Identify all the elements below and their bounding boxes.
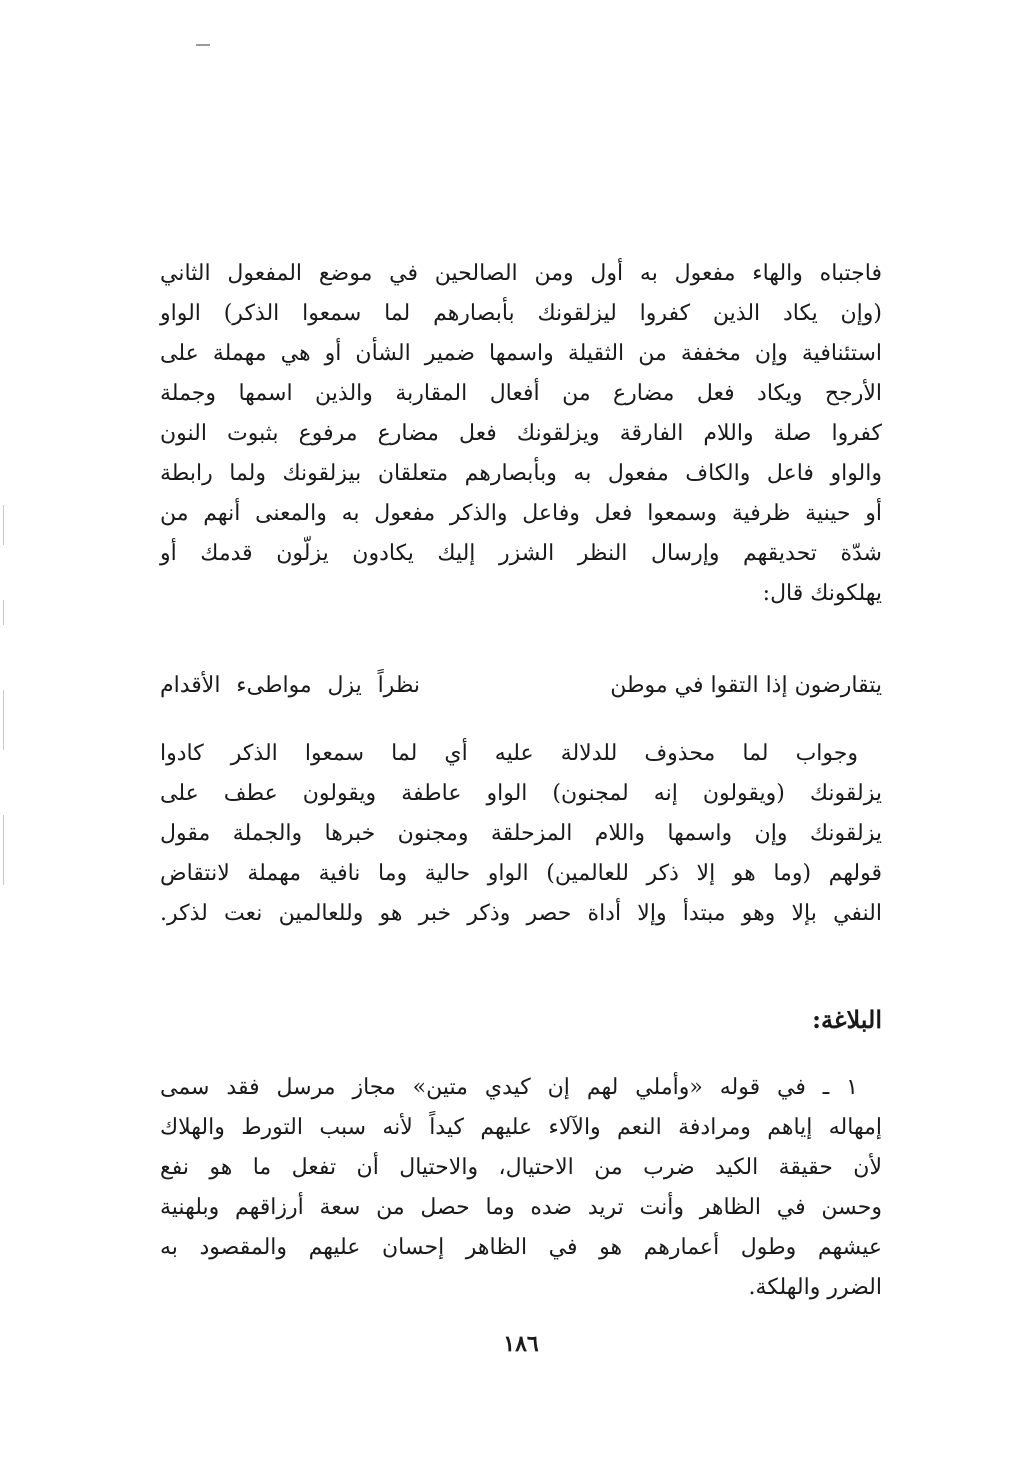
scan-edge-mark — [3, 600, 4, 625]
text-line: فاجتباه والهاء مفعول به أول ومن الصالحين في موضع المفعول الثاني — [160, 261, 882, 286]
text-line: لأن حقيقة الكيد ضرب من الاحتيال، والاحتيال أن تفعل ما هو نفع — [160, 1155, 882, 1180]
text-line: الضرر والهلكة. — [748, 1275, 882, 1300]
verse-second-hemistich: نظراً يزل مواطىء الأقدام — [160, 673, 420, 698]
text-line: والواو فاعل والكاف مفعول به وبأبصارهم متعلقان بيزلقونك ولما رابطة — [160, 461, 882, 486]
scan-edge-mark — [3, 690, 4, 750]
scan-mark — [196, 44, 210, 46]
text-line: الأرجح ويكاد فعل مضارع من أفعال المقاربة والذين اسمها وجملة — [160, 381, 882, 406]
paragraph-rhetoric — [160, 1068, 882, 1308]
text-line: استئنافية وإن مخففة من الثقيلة واسمها ضمير الشأن أو هي مهملة على — [160, 341, 882, 366]
text-line: وحسن في الظاهر وأنت تريد ضده وما حصل من سعة أرزاقهم وبلهنية — [160, 1195, 882, 1220]
text-line: يزلقونك (ويقولون إنه لمجنون) الواو عاطفة ويقولون عطف على — [160, 781, 882, 806]
text-line: إمهاله إياهم ومرادفة النعم والآلاء عليهم كيداً لأنه سبب التورط والهلاك — [160, 1115, 882, 1140]
text-line: يهلكونك قال: — [762, 581, 882, 606]
text-line: قولهم (وما هو إلا ذكر للعالمين) الواو حالية وما نافية مهملة لانتقاض — [160, 861, 882, 886]
text-line: النفي بإلا وهو مبتدأ وإلا أداة حصر وذكر خبر هو وللعالمين نعت لذكر. — [160, 901, 882, 926]
poetry-verse — [160, 664, 882, 708]
scan-edge-mark — [3, 815, 4, 885]
text-line: كفروا صلة واللام الفارقة ويزلقونك فعل مضارع مرفوع بثبوت النون — [160, 421, 882, 446]
text-line: أو حينية ظرفية وسمعوا فعل وفاعل والذكر مفعول به والمعنى أنهم من — [160, 501, 882, 526]
paragraph-answer-analysis — [160, 734, 882, 934]
page-number: ١٨٦ — [503, 1331, 539, 1357]
text-line: ١ ـ في قوله «وأملي لهم إن كيدي متين» مجاز مرسل فقد سمى — [160, 1075, 858, 1100]
paragraph-grammar-analysis — [160, 254, 882, 614]
text-line: يزلقونك وإن واسمها واللام المزحلقة ومجنون خبرها والجملة مقول — [160, 821, 882, 846]
text-line: وجواب لما محذوف للدلالة عليه أي لما سمعوا الذكر كادوا — [160, 741, 858, 766]
text-line: شدّة تحديقهم وإرسال النظر الشزر إليك يكادون يزلّون قدمك أو — [160, 541, 882, 566]
verse-first-hemistich: يتقارضون إذا التقوا في موطن — [610, 673, 882, 698]
text-line: عيشهم وطول أعمارهم هو في الظاهر إحسان عليهم والمقصود به — [160, 1235, 882, 1260]
text-line: (وإن يكاد الذين كفروا ليزلقونك بأبصارهم لما سمعوا الذكر) الواو — [160, 301, 882, 326]
scan-edge-mark — [3, 505, 4, 545]
section-heading-balagha: البلاغة: — [812, 1005, 882, 1034]
